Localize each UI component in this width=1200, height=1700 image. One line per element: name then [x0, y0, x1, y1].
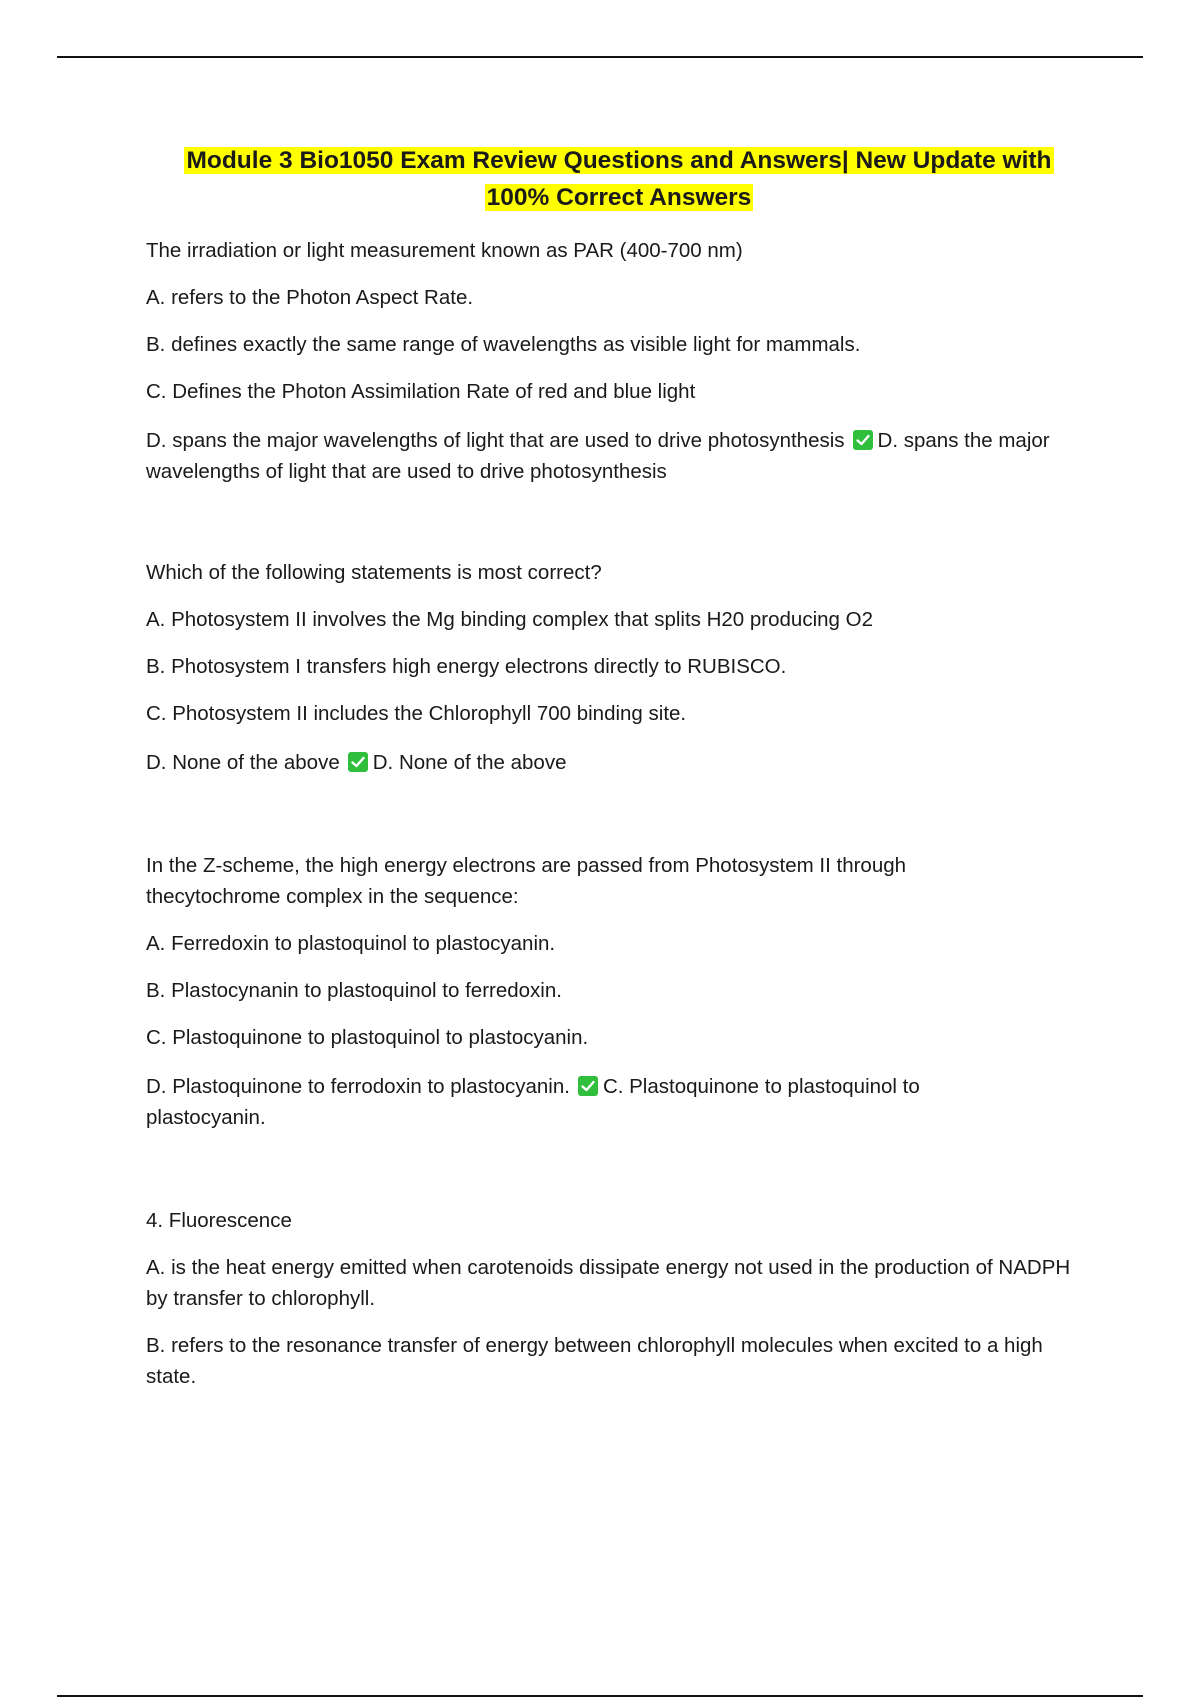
check-mark-icon — [578, 1076, 598, 1096]
title-line-1: Module 3 Bio1050 Exam Review Questions and Answers| New Update with — [186, 147, 1052, 174]
option-a: A. refers to the Photon Aspect Rate. — [146, 286, 474, 309]
option-d: D. Plastoquinone to ferrodoxin to plastocyanin. — [146, 1075, 570, 1098]
option-a: A. Ferredoxin to plastoquinol to plastocyanin. — [146, 932, 556, 955]
option-b: B. Photosystem I transfers high energy electrons directly to RUBISCO. — [146, 655, 787, 678]
option-b: B. defines exactly the same range of wavelengths as visible light for mammals. — [146, 333, 861, 356]
option-d: D. None of the above — [146, 751, 340, 774]
option-d-with-answer — [146, 1071, 966, 1133]
option-b: B. refers to the resonance transfer of energy between chlorophyll molecules when excited to a high state. — [146, 1334, 1043, 1388]
question-2 — [146, 557, 1086, 778]
footer-rule — [57, 1695, 1143, 1697]
question-stem: Which of the following statements is most correct? — [146, 561, 602, 584]
option-d-with-answer — [146, 425, 1086, 487]
check-mark-icon — [853, 430, 873, 450]
header-rule — [57, 56, 1143, 58]
question-stem: The irradiation or light measurement known as PAR (400-700 nm) — [146, 239, 743, 262]
option-b: B. Plastocynanin to plastoquinol to ferredoxin. — [146, 979, 562, 1002]
correct-answer: C. Plastoquinone to plastoquinol to plastocyanin. — [146, 1075, 920, 1129]
option-c: C. Photosystem II includes the Chlorophyll 700 binding site. — [146, 702, 687, 725]
title-line-2: 100% Correct Answers — [486, 184, 752, 211]
option-c: C. Defines the Photon Assimilation Rate of red and blue light — [146, 380, 696, 403]
correct-answer: D. None of the above — [372, 751, 567, 774]
question-stem: 4. Fluorescence — [146, 1209, 292, 1232]
question-stem: In the Z-scheme, the high energy electrons are passed from Photosystem II through thecytochrome complex in the sequence: — [146, 854, 907, 908]
option-d-with-answer — [146, 747, 1086, 778]
correct-answer: D. spans the major wavelengths of light that are used to drive photosynthesis — [146, 429, 1050, 483]
question-1 — [146, 235, 1086, 487]
option-a: A. Photosystem II involves the Mg binding complex that splits H20 producing O2 — [146, 608, 873, 631]
option-d: D. spans the major wavelengths of light that are used to drive photosynthesis — [146, 429, 845, 452]
question-3 — [146, 850, 966, 1133]
option-a: A. is the heat energy emitted when carotenoids dissipate energy not used in the production of NADPH by transfer to chlorophyll. — [146, 1256, 1071, 1310]
check-mark-icon — [348, 752, 368, 772]
option-c: C. Plastoquinone to plastoquinol to plastocyanin. — [146, 1026, 589, 1049]
question-4 — [146, 1205, 1086, 1392]
page-title — [146, 142, 1092, 216]
